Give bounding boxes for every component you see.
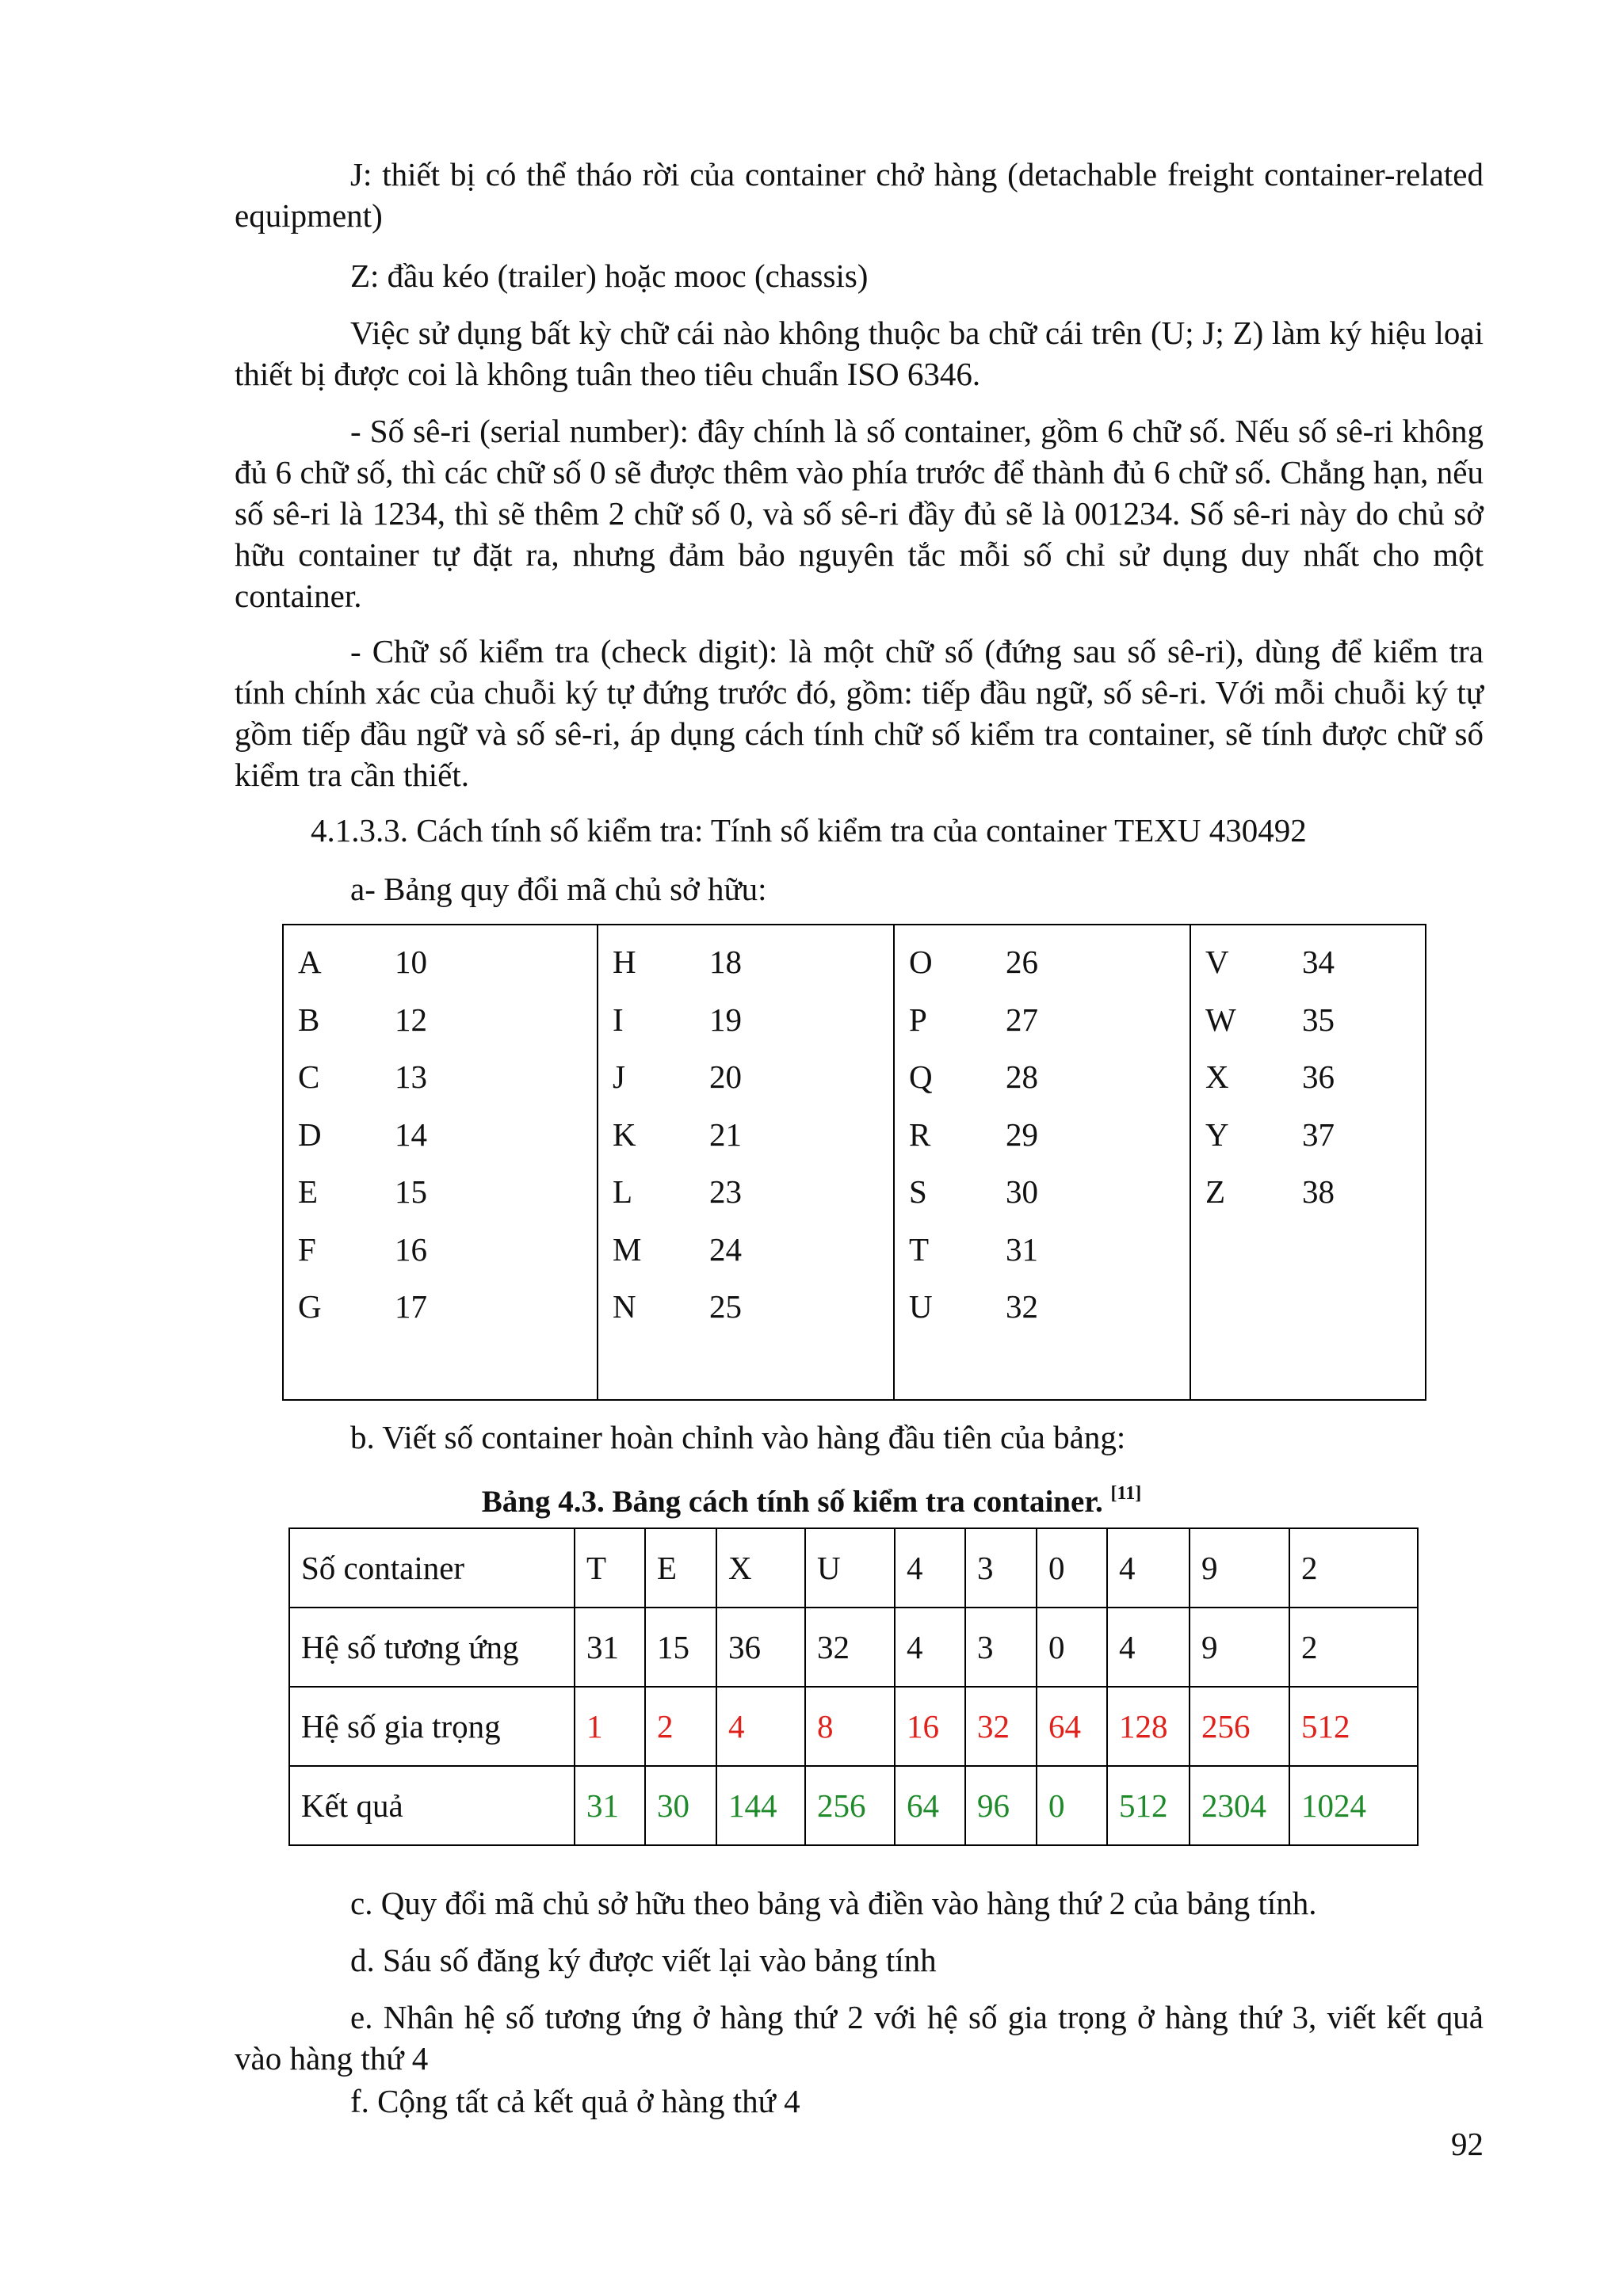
calc-row-label: Hệ số gia trọng: [289, 1687, 575, 1766]
owner-letter: S: [909, 1173, 927, 1210]
owner-letter: Q: [909, 1058, 933, 1095]
caption-text: Bảng 4.3. Bảng cách tính số kiểm tra container.: [481, 1485, 1103, 1519]
owner-letter: W: [1205, 1001, 1236, 1038]
owner-value: 14: [395, 1116, 427, 1153]
calc-cell: 9: [1190, 1528, 1289, 1608]
page-number: 92: [1451, 2126, 1484, 2162]
owner-value: 35: [1302, 1001, 1335, 1038]
owner-letter: P: [909, 1001, 927, 1038]
owner-letter: X: [1205, 1058, 1229, 1095]
step-f-text: f. Cộng tất cả kết quả ở hàng thứ 4: [350, 2083, 800, 2119]
calc-cell: 64: [895, 1766, 965, 1845]
owner-letter: I: [613, 1001, 624, 1038]
paragraph-j-equipment: J: thiết bị có thể tháo rời của container chở hàng (detachable freight container-related equipment): [235, 156, 1484, 234]
owner-letter: A: [298, 944, 322, 980]
owner-value: 26: [1006, 944, 1038, 980]
section-heading: 4.1.3.3. Cách tính số kiểm tra: Tính số kiểm tra của container TEXU 430492: [311, 812, 1307, 849]
owner-value: 20: [709, 1058, 742, 1095]
owner-letter: N: [613, 1288, 636, 1325]
owner-value: 12: [395, 1001, 427, 1038]
owner-letter: L: [613, 1173, 633, 1210]
owner-value: 16: [395, 1230, 427, 1268]
owner-value: 34: [1302, 944, 1335, 980]
calc-row-label: Hệ số tương ứng: [289, 1608, 575, 1687]
calc-row-label: Số container: [289, 1528, 575, 1608]
owner-value: 29: [1006, 1116, 1038, 1153]
owner-value: 25: [709, 1288, 742, 1325]
owner-value: 31: [1006, 1230, 1038, 1268]
owner-letter: H: [613, 944, 636, 980]
calc-cell: 144: [716, 1766, 805, 1845]
calc-cell: 3: [965, 1528, 1037, 1608]
paragraph-z-trailer: Z: đầu kéo (trailer) hoặc mooc (chassis): [350, 257, 869, 294]
calc-cell: 31: [575, 1766, 645, 1845]
owner-letter: K: [613, 1116, 636, 1153]
calc-cell: 0: [1037, 1608, 1107, 1687]
owner-letter: B: [298, 1001, 320, 1038]
calc-row: [289, 1687, 1418, 1766]
calc-cell: 4: [895, 1528, 965, 1608]
owner-letter: D: [298, 1116, 322, 1153]
owner-column: [598, 925, 894, 1400]
owner-letter: C: [298, 1058, 320, 1095]
owner-value: 30: [1006, 1173, 1038, 1210]
owner-letter: T: [909, 1230, 930, 1268]
caption-reference: [11]: [1110, 1483, 1142, 1504]
owner-column: [894, 925, 1190, 1400]
calc-cell: 1024: [1289, 1766, 1418, 1845]
owner-column: [1190, 925, 1426, 1400]
calc-row-label: Kết quả: [289, 1766, 575, 1845]
owner-letter: E: [298, 1173, 319, 1210]
paragraph-serial-number: - Số sê-ri (serial number): đây chính là số container, gồm 6 chữ số. Nếu số sê-ri không đủ 6 chữ số, thì các chữ số 0 sẽ được thêm vào phía trước để thành đủ 6 chữ số. Chẳng hạn, nếu số sê-ri là 1234, thì sẽ thêm 2 chữ số 0, và số sê-ri đầy đủ sẽ là 001234. Số sê-ri này do chủ sở hữu container tự đặt ra, nhưng đảm bảo nguyên tắc mỗi số chỉ sử dụng duy nhất cho một container.: [235, 413, 1484, 614]
calc-cell: 128: [1107, 1687, 1190, 1766]
owner-letter: G: [298, 1288, 322, 1325]
calc-cell: X: [716, 1528, 805, 1608]
calc-cell: 31: [575, 1608, 645, 1687]
calc-cell: E: [645, 1528, 716, 1608]
owner-letter: M: [613, 1230, 642, 1268]
step-c-text: c. Quy đổi mã chủ sở hữu theo bảng và điền vào hàng thứ 2 của bảng tính.: [350, 1885, 1317, 1921]
step-b-text: b. Viết số container hoàn chỉnh vào hàng đầu tiên của bảng:: [350, 1419, 1126, 1455]
calc-cell: 36: [716, 1608, 805, 1687]
owner-value: 10: [395, 944, 427, 980]
owner-letter: Y: [1205, 1116, 1229, 1153]
owner-value: 37: [1302, 1116, 1335, 1153]
calc-cell: 4: [1107, 1608, 1190, 1687]
owner-value: 23: [709, 1173, 742, 1210]
calc-row: [289, 1766, 1418, 1845]
owner-letter: V: [1205, 944, 1229, 980]
calc-cell: 32: [965, 1687, 1037, 1766]
paragraph-check-digit: - Chữ số kiểm tra (check digit): là một chữ số (đứng sau số sê-ri), dùng để kiểm tra tính chính xác của chuỗi ký tự đứng trước đó, gồm: tiếp đầu ngữ, số sê-ri. Với mỗi chuỗi ký tự gồm tiếp đầu ngữ và số sê-ri, áp dụng cách tính chữ số kiểm tra container, sẽ tính được chữ số kiểm tra cần thiết.: [235, 633, 1484, 793]
calc-cell: 2: [1289, 1528, 1418, 1608]
owner-code-table: [282, 924, 1426, 1401]
step-d-text: d. Sáu số đăng ký được viết lại vào bảng tính: [350, 1942, 937, 1978]
owner-letter: R: [909, 1116, 931, 1153]
owner-letter: Z: [1205, 1173, 1226, 1210]
calc-cell: 4: [1107, 1528, 1190, 1608]
calc-cell: 2304: [1190, 1766, 1289, 1845]
calc-cell: 2: [645, 1687, 716, 1766]
calc-cell: 2: [1289, 1608, 1418, 1687]
owner-column: [283, 925, 598, 1400]
calc-cell: 4: [716, 1687, 805, 1766]
calc-cell: 3: [965, 1608, 1037, 1687]
owner-value: 15: [395, 1173, 427, 1210]
calc-cell: 0: [1037, 1766, 1107, 1845]
calc-row: [289, 1528, 1418, 1608]
calc-cell: 512: [1289, 1687, 1418, 1766]
owner-value: 17: [395, 1288, 427, 1325]
calc-cell: 64: [1037, 1687, 1107, 1766]
owner-value: 36: [1302, 1058, 1335, 1095]
calc-cell: 8: [805, 1687, 895, 1766]
owner-value: 18: [709, 944, 742, 980]
owner-value: 21: [709, 1116, 742, 1153]
owner-letter: U: [909, 1288, 933, 1325]
check-digit-calculation-table: [288, 1527, 1419, 1846]
owner-value: 28: [1006, 1058, 1038, 1095]
calc-cell: 256: [1190, 1687, 1289, 1766]
step-a-text: a- Bảng quy đổi mã chủ sở hữu:: [350, 871, 767, 907]
calc-cell: 16: [895, 1687, 965, 1766]
owner-value: 19: [709, 1001, 742, 1038]
owner-value: 24: [709, 1230, 742, 1268]
calc-cell: 30: [645, 1766, 716, 1845]
owner-value: 38: [1302, 1173, 1335, 1210]
calc-cell: 256: [805, 1766, 895, 1845]
calc-cell: 1: [575, 1687, 645, 1766]
paragraph-iso-rule: Việc sử dụng bất kỳ chữ cái nào không thuộc ba chữ cái trên (U; J; Z) làm ký hiệu loại thiết bị được coi là không tuân theo tiêu chuẩn ISO 6346.: [235, 315, 1484, 392]
calc-cell: 4: [895, 1608, 965, 1687]
calc-row: [289, 1608, 1418, 1687]
owner-letter: O: [909, 944, 933, 980]
calc-cell: 96: [965, 1766, 1037, 1845]
calc-cell: T: [575, 1528, 645, 1608]
calc-cell: 32: [805, 1608, 895, 1687]
calc-cell: 15: [645, 1608, 716, 1687]
table-caption: [0, 1474, 1623, 1522]
step-e-text: e. Nhân hệ số tương ứng ở hàng thứ 2 với hệ số gia trọng ở hàng thứ 3, viết kết quả vào hàng thứ 4: [235, 1999, 1484, 2077]
owner-value: 27: [1006, 1001, 1038, 1038]
calc-cell: U: [805, 1528, 895, 1608]
owner-letter: F: [298, 1230, 316, 1268]
calc-cell: 9: [1190, 1608, 1289, 1687]
calc-cell: 0: [1037, 1528, 1107, 1608]
owner-value: 13: [395, 1058, 427, 1095]
calc-cell: 512: [1107, 1766, 1190, 1845]
owner-value: 32: [1006, 1288, 1038, 1325]
owner-letter: J: [613, 1058, 625, 1095]
